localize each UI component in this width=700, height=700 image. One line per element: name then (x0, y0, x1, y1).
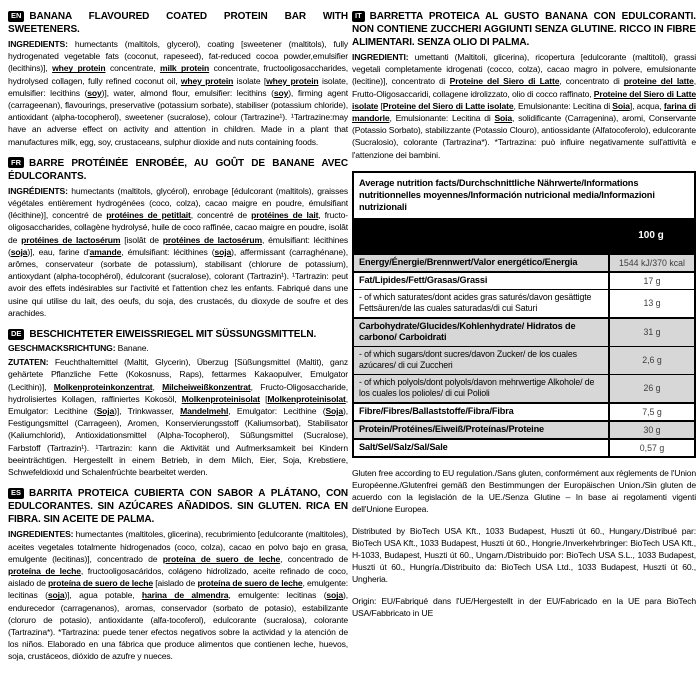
table-row (354, 317, 694, 346)
gluten-free-statement: Gluten free according to EU regulation./Sans gluten, conformément aux règlements de l'Union Européenne./Glutenfrei gemäß den Bestimmungen der Europäischen Union./Sin gluten de acuerdo con la legislación de la UE./Senza Glutine – In base ai regolamenti vigenti dell'Unione Europea. (352, 467, 696, 515)
nutrient-value: 1544 kJ/370 kcal (608, 255, 694, 271)
table-row (354, 254, 694, 271)
section-it (352, 10, 696, 161)
section-en-title-text: BANANA FLAVOURED COATED PROTEIN BAR WITH SWEETENERS. (8, 11, 348, 35)
section-fr-title (8, 157, 348, 183)
lang-badge-es: ES (8, 488, 24, 499)
nutrient-label: Carbohydrate/Glucides/Kohlenhydrate/ Hidratos de carbono/ Carboidrati (359, 321, 576, 343)
lang-badge-en: EN (8, 11, 24, 22)
nutrient-label: - of which sugars/dont sucres/davon Zucker/ de los cuales azúcares/ di cui Zuccheri (359, 349, 577, 371)
nutrient-label: Fat/Lipides/Fett/Grasas/Grassi (359, 275, 488, 286)
origin-statement: Origin: EU/Fabriqué dans l'UE/Hergestellt in der EU/Fabricado en la UE para BioTech USA/Fabbricato in UE (352, 595, 696, 618)
lang-badge-fr: FR (8, 157, 24, 168)
section-en (8, 10, 348, 148)
section-it-title-text: BARRETTA PROTEICA AL GUSTO BANANA CON EDULCORANTI. NON CONTIENE ZUCCHERI AGGIUNTI SENZA GLUTINE. RICCO IN FIBRE ALIMENTARI. SENZA OLIO DI PALMA. (352, 11, 696, 48)
nutrient-value: 7,5 g (608, 404, 694, 420)
section-de-title-text: BESCHICHTETER EIWEISSRIEGEL MIT SÜSSUNGSMITTELN. (29, 329, 317, 341)
nutrient-label: Protein/Protéines/Eiweiß/Proteínas/Proteine (359, 424, 545, 435)
table-row (354, 346, 694, 374)
section-es-title-text: BARRITA PROTEICA CUBIERTA CON SABOR A PLÁTANO, CON EDULCORANTES. SIN AZÚCARES AÑADIDOS. SIN GLUTEN. RICA EN FIBRA. SIN ACEITE DE PALMA. (8, 488, 348, 526)
nutrient-label: Energy/Énergie/Brennwert/Valor energético/Energia (359, 257, 578, 268)
nutrient-value: 0,57 g (608, 440, 694, 456)
nutrient-value: 13 g (608, 290, 694, 317)
section-es-ingredients: INGREDIENTES: humectantes (maltitoles, glicerina), recubrimiento [edulcorante (maltitoles), aceites vegetales totalmente hidrogenados (coco, colza), cacao en polvo bajo en grasa, emulgente (lecitinas)], concentrado de proteína de suero de leche, concentrado de proteína de leche, fructooligosacáridos, colágeno hidrolizado, aceite refinado de coco, aislado de proteína de suero de leche [aislado de proteína de suero de leche, emulgente: lecitinas (soja)], agua potable, harina de almendra, emulgente: lecitinas (soja), endurecedor (carragenanos), aromas, conservador (sorbato de potasio), estabilizante (cloruro de potasio), antioxidante (alfa-tocoferol), edulcorante (sucralosa), colorante (Tartrazina*). *Tartrazina: puede tener efectos negativos sobre la actividad y la atención de los niños. Elaborado en una fábrica que produce alimentos que contienen leche, huevos, soja, crustáceos, dióxido de azufre y nueces. (8, 529, 348, 662)
table-row (354, 402, 694, 420)
section-es (8, 487, 348, 662)
nutrition-table-body (354, 254, 694, 456)
nutrient-label: - of which saturates/dont acides gras saturés/davon gesättigte Fettsäuren/de las cuales saturadas/di cui Saturi (359, 292, 592, 314)
left-column (8, 10, 348, 672)
section-fr-ingredients: INGRÉDIENTS: humectants (maltitols, glycérol), enrobage [édulcorant (maltitols), graisses végétales entièrement hydrogénées (coco, colza), cacao maigre en poudre, émulsifiant (lécithine)], concentré de protéines de petitlait, concentré de protéines de lait, fructo-oligosaccharides, collagène hydrolysé, huile de coco raffinée, cacao maigre en poudre, isolât de protéines de lactosérum [isolât de protéines de lactosérum, émulsifiant: lécithines (soja)], eau, farine d'amande, émulsifiant: lécithines (soja), affermissant (carraghénane), arômes, conservateur (sorbate de potassium), stabilisant (chlorure de potassium), antioxydant (alpha-tocophérol), édulcorant (sucralose), colorant (Tartrazin¹). ¹Tartrazin: peut avoir des effets indésirables sur l'activité et l'attention chez les enfants. Fabriqué dans une usine qui utilise du lait, des oeufs, du soja, des crustacés, du dioxyde de soufre et des arachides. (8, 185, 349, 318)
section-it-ingredients: INGREDIENTI: umettanti (Maltitoli, glicerina), ricopertura [edulcorante (maltitoli), grassi vegetali completamente idrogenati (cocco, colza), cacao magro in polvere, emulsionante (lecitine)], concentrato di Proteine del Siero di Latte, concentrato di proteine del latte, Frutto-Oligosaccaridi, collagene idrolizzato, olio di cocco raffinato, Proteine del Siero di Latte isolate [Proteine del Siero di Latte isolate, Emulsionante: Lecitina di Soia], acqua, farina di mandorle, Emulsionante: Lecitina di Soia, solidificante (Carragenina), aromi, Conservante (Potassio Sorbato), stabilizzante (Potassio Clouro), antiossidante (Alfatocoferolo), edulcorante (Sucralosio), colorante (Tartrazina*). *Tartrazina: può influire negativamente sull'attività e l'attenzione dei bambini. (352, 52, 697, 160)
section-de-title (8, 328, 348, 341)
nutrition-column-header: 100 g (638, 230, 664, 242)
lang-badge-it: IT (352, 11, 365, 22)
nutrient-label: - of which polyols/dont polyols/davon mehrwertige Alkohole/ de los cuales los polioles/ di cui Polioli (359, 377, 595, 399)
right-column (352, 10, 696, 619)
nutrient-label: Salt/Sel/Salz/Sal/Sale (359, 442, 448, 453)
table-row (354, 374, 694, 402)
table-row (354, 271, 694, 289)
nutrition-table-title: Average nutrition facts/Durchschnittliche Nährwerte/Informations nutritionnelles moyennes/Información nutricional media/Informazioni nutrizionali (359, 177, 655, 212)
section-de-flavour: GESCHMACKSRICHTUNG: Banane. (8, 343, 149, 354)
table-row (354, 438, 694, 456)
section-en-ingredients: INGREDIENTS: humectants (maltitols, glycerol), coating [sweetener (maltitols), fully hydrogenated vegetable fats (coconut, rapeseed), fat-reduced cocoa powder,emulsifier (lecithins)], whey protein concentrate, milk protein concentrate, fructooligosaccharides, hydrolysed collagen, fully refined coconut oil, whey protein isolate [whey protein isolate, emulsifier: lecithins (soy)], water, almond flour, emulsifier: lecithins (soy), firming agent (carrageenan), flavourings, preservative (potassium sorbate), stabiliser (potassium chloride), antioxidant (alpha-tocopherol), sweetener (sucralose), colour (Tartrazine¹). ¹Tartrazine:may have an adverse effect on activity and attention in children. Made in a plant that manufactures milk, egg, soy, crustaceans, sulphur dioxide and nuts containing foods. (8, 39, 348, 147)
section-it-title (352, 10, 696, 49)
lang-badge-de: DE (8, 329, 24, 340)
nutrient-value: 2,6 g (608, 347, 694, 374)
section-fr (8, 157, 348, 319)
section-de-ingredients: ZUTATEN: Feuchthaltemittel (Maltit, Glycerin), Überzug [Süßungsmittel (Maltit), ganz gehärtete Pflanzliche Fette (Kokosnuss, Raps), fettarmes Kakaopulver, Emulgator (Lecithin)], Molkenproteinkonzentrat, Milcheiweißkonzentrat, Fructo-Oligosaccharide, hydrolisiertes Kollagen, raffiniertes Kokosöl, Molkenproteinisolat [Molkenproteinisolat, Emulgator: Lecithine (Soja)], Trinkwasser, Mandelmehl, Emulgator: Lecithine (Soja), Festigungsmittel (Carrageen), Aromen, Konservierungsstoff (Kaliumsorbat), Stabilisator (Kaliumchlorid), Antioxidationsmittel (Alpha-Tocopherol), Süßungsmittel (Sucralose), Farbstoff (Tartrazin¹). ¹Tartrazin: kann die Aktivität und Aufmerksamkeit bei Kindern beeinträchtigen. Hergestellt in einem Betrieb, in dem Milch, Eier, Soja, Krebstiere, Schwefeldioxid und Schalenfrüchte bearbeitet werden. (8, 357, 348, 478)
table-row (354, 289, 694, 317)
section-es-title (8, 487, 348, 526)
nutrition-table (352, 171, 696, 458)
nutrition-table-column-header-row (354, 218, 694, 254)
nutrient-value: 26 g (608, 375, 694, 402)
section-fr-title-text: BARRE PROTÉINÉE ENROBÉE, AU GOÛT DE BANANE AVEC ÉDULCORANTS. (8, 157, 348, 182)
nutrient-value: 31 g (608, 319, 694, 346)
section-de (8, 328, 348, 478)
nutrient-value: 30 g (608, 422, 694, 438)
section-en-title (8, 10, 348, 36)
table-row (354, 420, 694, 438)
distributor-statement: Distributed by BioTech USA Kft., 1033 Budapest, Huszti út 60., Hungary./Distribué par: BioTech USA Kft., 1033 Budapest, Huszti út 60., Hongrie./Inverkehrbringer: BioTech USA Kft., H-1033, Budapest, Huszti út 60., Ungarn./Distribuido por: BioTech USA S.L., 1033 Budapest, Huszti út 60., Hungría./Distribuito da: BioTech USA Ltd., 1033 Budapest, Huszti út 60., Ungheria. (352, 525, 696, 585)
nutrient-value: 17 g (608, 273, 694, 289)
nutrient-label: Fibre/Fibres/Ballaststoffe/Fibra/Fibra (359, 406, 514, 417)
